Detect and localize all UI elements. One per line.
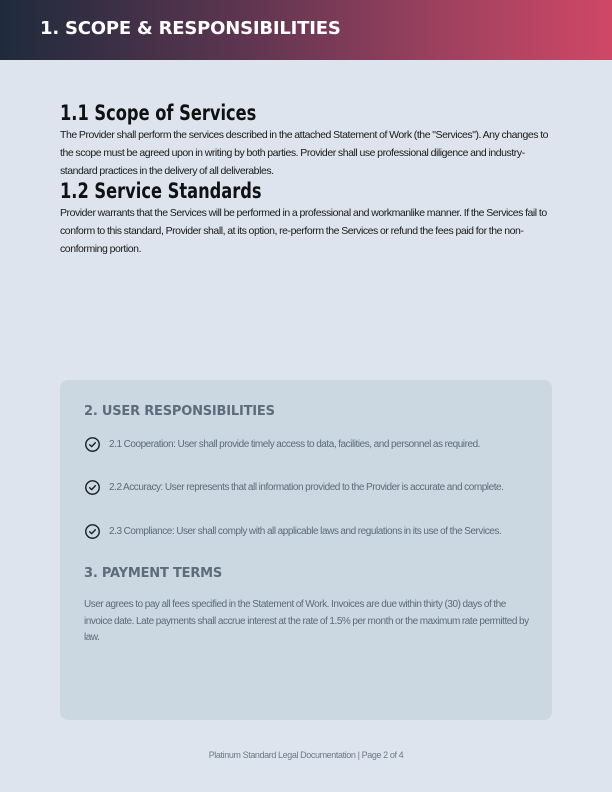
list-item [84,436,480,453]
list-item-text: 2.3 Compliance: User shall comply with all applicable laws and regulations in its use of the Services. [109,526,502,537]
section-scope-of-services [60,100,552,180]
section-title: 1.2 Service Standards [60,179,262,203]
section-body: Provider warrants that the Services will be performed in a professional and workmanlike manner. If the Services fail to conform to this standard, Provider shall, at its option, re-perform the Services or refund the fees paid for the non-conforming portion. [60,207,547,255]
list-item [84,479,503,496]
section-body: The Provider shall perform the services described in the attached Statement of Work (the "Services"). Any changes to the scope must be agreed upon in writing by both parties. Provider shall use professional diligence and industry-standard practices in the delivery of all deliverables. [60,129,549,177]
header-band [0,0,612,60]
payment-terms-body: User agrees to pay all fees specified in the Statement of Work. Invoices are due within thirty (30) days of the invoice date. Late payments shall accrue interest at the rate of 1.5% per month or the maximum rate permitted by law. [84,599,529,643]
responsibilities-panel [60,380,552,720]
check-circle-icon [84,523,101,540]
section-title: 1.1 Scope of Services [60,101,257,125]
list-item-text: 2.2 Accuracy: User represents that all information provided to the Provider is accurate and complete. [109,482,504,493]
user-responsibilities-heading: 2. USER RESPONSIBILITIES [84,404,275,419]
check-circle-icon [84,436,101,453]
list-item-text: 2.1 Cooperation: User shall provide timely access to data, facilities, and personnel as required. [109,439,481,450]
page-header-title: 1. SCOPE & RESPONSIBILITIES [40,18,341,39]
check-circle-icon [84,479,101,496]
list-item [84,523,501,540]
page-footer: Platinum Standard Legal Documentation | Page 2 of 4 [208,750,404,760]
section-service-standards [60,178,552,258]
payment-terms-heading: 3. PAYMENT TERMS [84,566,223,581]
